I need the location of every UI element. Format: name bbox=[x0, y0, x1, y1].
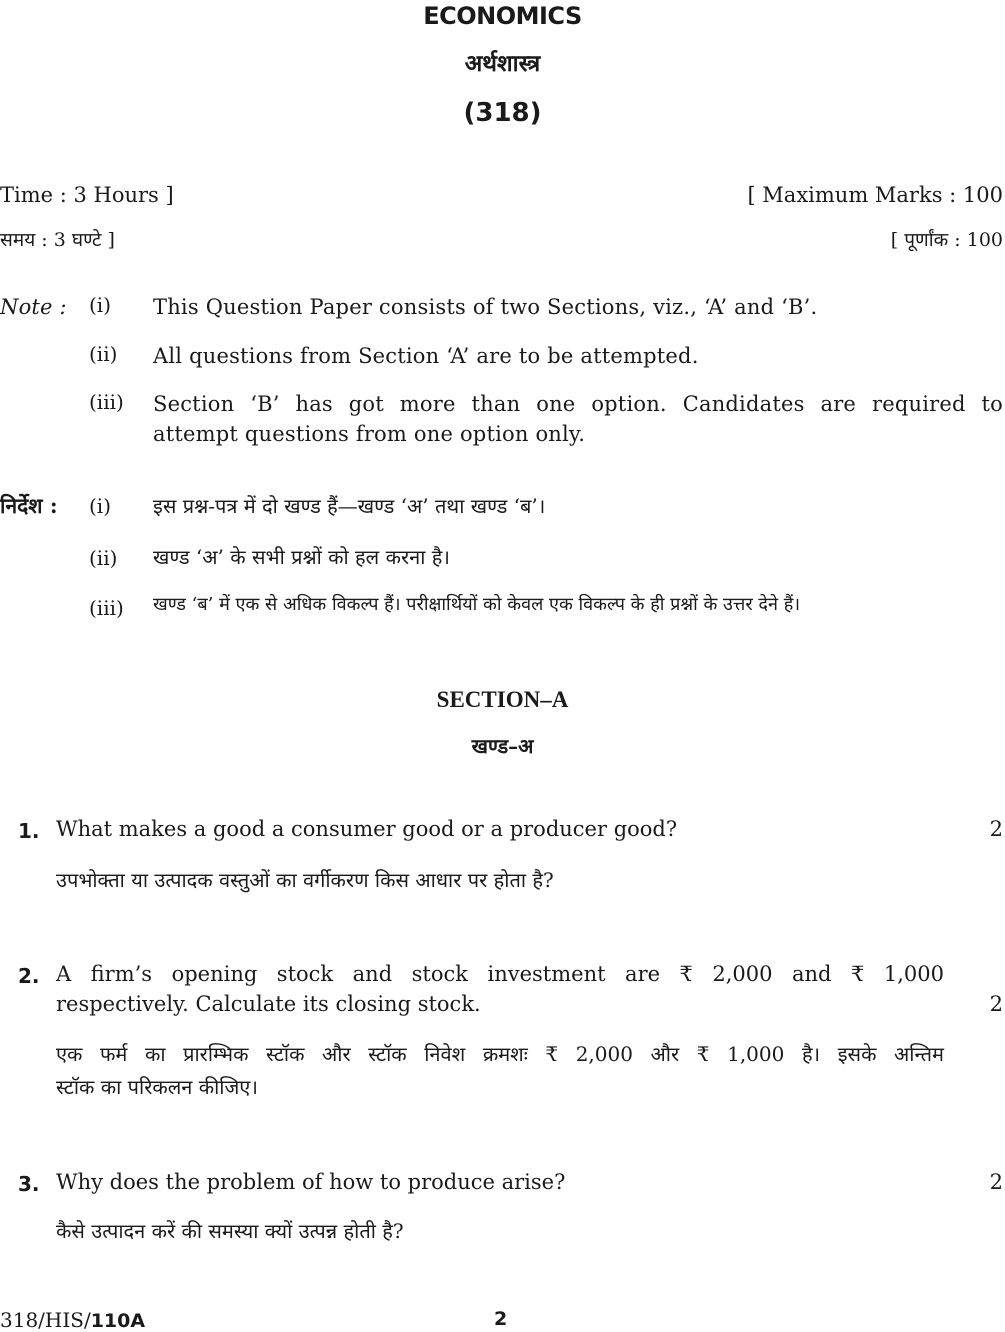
paper-code bbox=[0, 1308, 145, 1332]
note-item-text-hindi: इस प्रश्न-पत्र में दो खण्ड हैं—खण्ड ‘अ’ तथा खण्ड ‘ब’। bbox=[153, 494, 546, 518]
question-marks: 2 bbox=[989, 992, 1003, 1016]
question-text-english: Why does the problem of how to produce arise? bbox=[56, 1170, 566, 1194]
note-label-hindi: निर्देश : bbox=[0, 493, 58, 518]
max-marks-english: [ Maximum Marks : 100 bbox=[747, 183, 1003, 207]
note-item-text: All questions from Section ‘A’ are to be attempted. bbox=[153, 344, 699, 368]
question-marks: 2 bbox=[989, 817, 1003, 841]
note-item-text-hindi: खण्ड ‘अ’ के सभी प्रश्नों को हल करना है। bbox=[153, 545, 450, 569]
question-text-hindi: कैसे उत्पादन करें की समस्या क्यों उत्पन्न होती है? bbox=[56, 1219, 404, 1243]
note-item-text-continued: attempt questions from one option only. bbox=[153, 422, 586, 446]
question-text-hindi: एक फर्म का प्रारम्भिक स्टॉक और स्टॉक निवेश क्रमशः ₹ 2,000 और ₹ 1,000 है। इसके अन्तिम bbox=[56, 1042, 944, 1066]
question-number: 3. bbox=[18, 1172, 40, 1196]
note-item-number: (ii) bbox=[89, 342, 118, 366]
question-text-english-continued: respectively. Calculate its closing stock. bbox=[56, 992, 481, 1016]
max-marks-hindi: [ पूर्णांक : 100 bbox=[890, 229, 1003, 251]
note-item-text-hindi: खण्ड ‘ब’ में एक से अधिक विकल्प हैं। परीक्षार्थियों को केवल एक विकल्प के ही प्रश्नों के उत्तर देने हैं। bbox=[153, 594, 801, 615]
question-marks: 2 bbox=[989, 1170, 1003, 1194]
subject-code: (318) bbox=[463, 98, 542, 128]
note-item-number: (i) bbox=[89, 293, 112, 317]
time-english: Time : 3 Hours ] bbox=[0, 183, 174, 207]
question-text-english: What makes a good a consumer good or a producer good? bbox=[56, 817, 678, 841]
subject-title-hindi: अर्थशास्त्र bbox=[464, 50, 541, 77]
note-item-text: Section ‘B’ has got more than one option. Candidates are required to bbox=[153, 392, 1003, 416]
note-item-number: (ii) bbox=[89, 546, 118, 570]
question-text-english: A firm’s opening stock and stock investment are ₹ 2,000 and ₹ 1,000 bbox=[56, 962, 944, 986]
question-text-hindi: उपभोक्ता या उत्पादक वस्तुओं का वर्गीकरण किस आधार पर होता है? bbox=[56, 868, 554, 892]
note-label: Note : bbox=[0, 295, 67, 319]
note-item-number: (iii) bbox=[89, 390, 124, 414]
question-number: 2. bbox=[18, 964, 40, 988]
question-number: 1. bbox=[18, 819, 40, 843]
paper-code-suffix: 110A bbox=[90, 1310, 146, 1332]
section-title-english: SECTION–A bbox=[436, 687, 569, 712]
note-item-text: This Question Paper consists of two Sections, viz., ‘A’ and ‘B’. bbox=[153, 295, 818, 319]
paper-code-prefix: 318/HIS/ bbox=[0, 1308, 91, 1332]
section-title-hindi: खण्ड–अ bbox=[471, 734, 534, 758]
note-item-number: (iii) bbox=[89, 596, 124, 620]
time-hindi: समय : 3 घण्टे ] bbox=[0, 229, 115, 251]
subject-title-english: ECONOMICS bbox=[423, 2, 582, 30]
note-item-number: (i) bbox=[89, 494, 112, 518]
page-number: 2 bbox=[494, 1308, 508, 1330]
question-text-hindi-continued: स्टॉक का परिकलन कीजिए। bbox=[56, 1075, 258, 1099]
